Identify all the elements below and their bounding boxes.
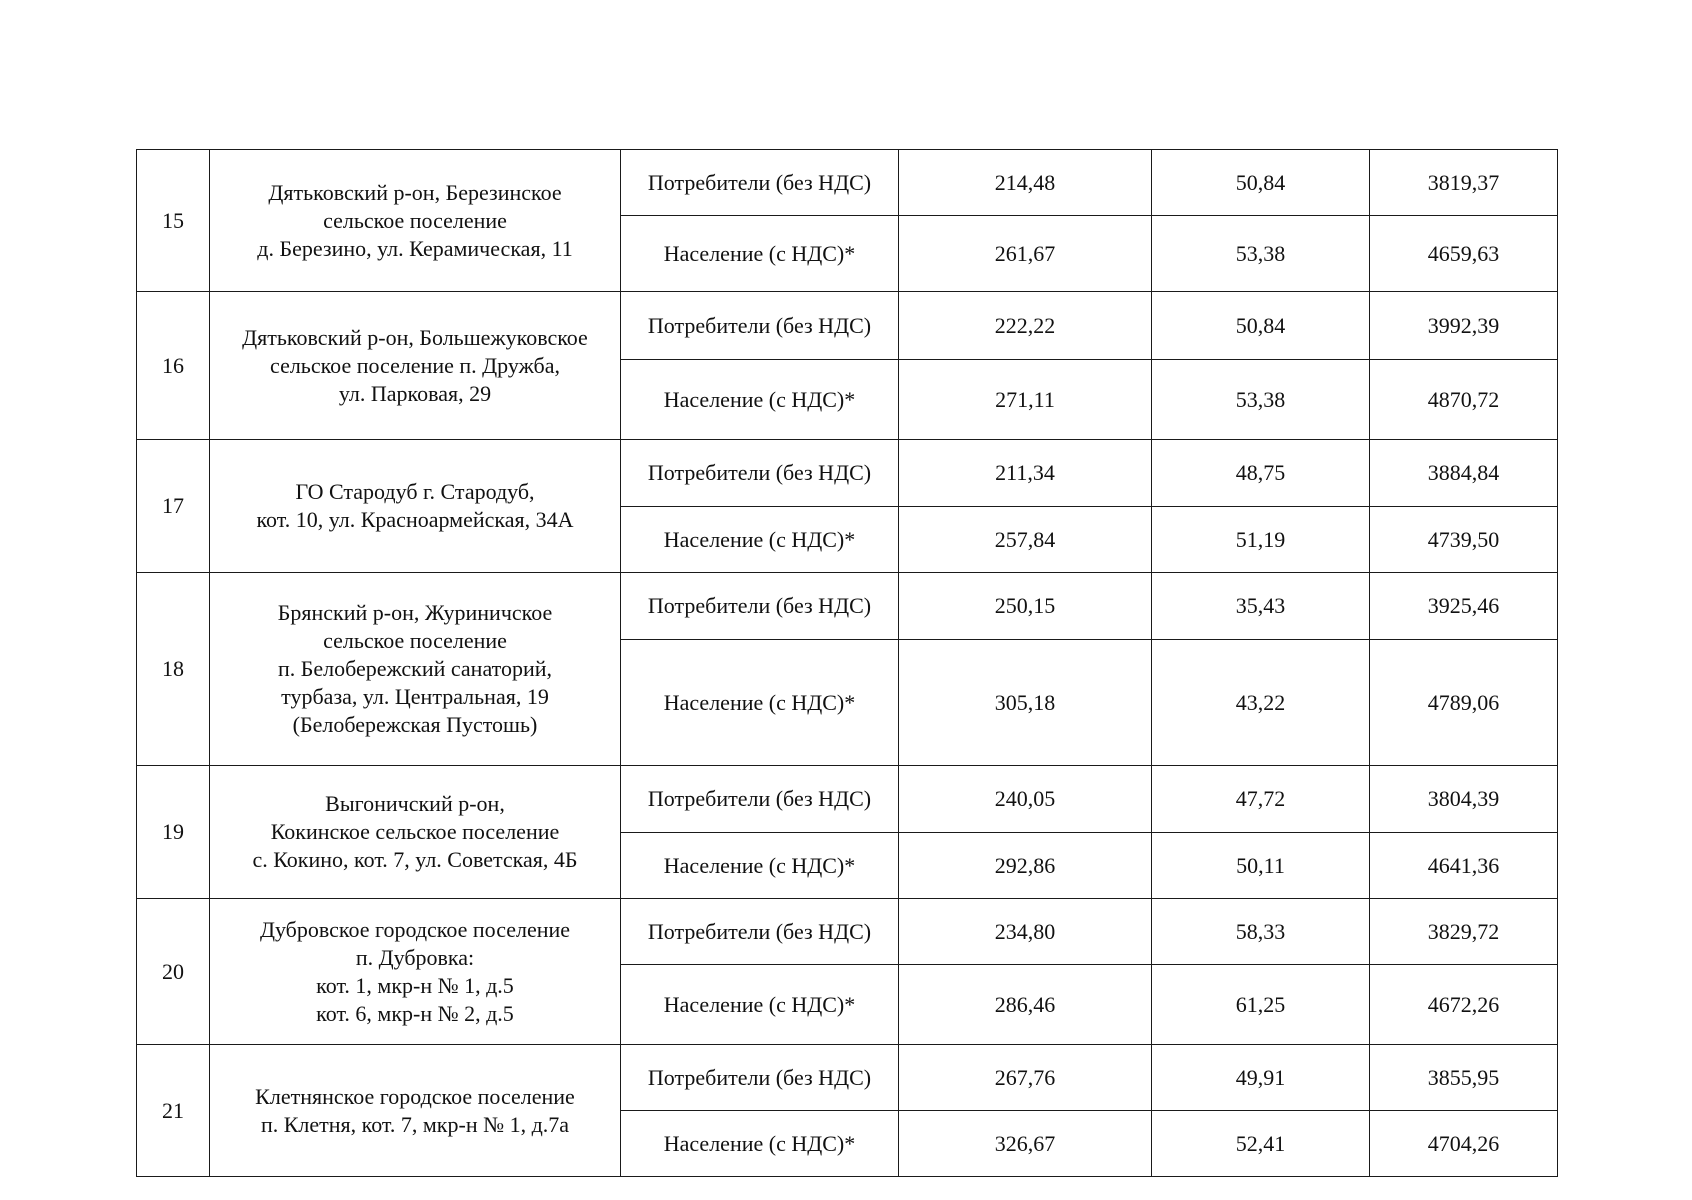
value-cell: 3804,39 bbox=[1370, 766, 1558, 833]
value-cell: 250,15 bbox=[899, 573, 1152, 640]
category-cell: Население (с НДС)* bbox=[621, 507, 899, 573]
value-cell: 286,46 bbox=[899, 965, 1152, 1045]
value-cell: 3992,39 bbox=[1370, 292, 1558, 360]
location-line: ул. Парковая, 29 bbox=[338, 380, 492, 406]
category-cell: Население (с НДС)* bbox=[621, 833, 899, 899]
value-cell: 48,75 bbox=[1152, 440, 1370, 507]
location-cell bbox=[210, 150, 621, 292]
location-line: кот. 6, мкр-н № 2, д.5 bbox=[316, 1000, 514, 1026]
location-cell bbox=[210, 573, 621, 766]
category-cell: Население (с НДС)* bbox=[621, 1111, 899, 1177]
row-number: 15 bbox=[137, 150, 210, 292]
category-cell: Потребители (без НДС) bbox=[621, 150, 899, 216]
location-line: сельское поселение п. Дружба, bbox=[270, 352, 560, 378]
location-line: п. Клетня, кот. 7, мкр-н № 1, д.7а bbox=[260, 1111, 570, 1137]
value-cell: 47,72 bbox=[1152, 766, 1370, 833]
tariff-table-body bbox=[137, 150, 1558, 1177]
location-line: Клетнянское городское поселение bbox=[255, 1083, 575, 1109]
location-cell bbox=[210, 1045, 621, 1177]
location-line: ГО Стародуб г. Стародуб, bbox=[295, 479, 535, 504]
location-line: Дятьковский р-он, Большежуковское bbox=[242, 324, 588, 350]
location-cell bbox=[210, 899, 621, 1045]
value-cell: 222,22 bbox=[899, 292, 1152, 360]
value-cell: 50,11 bbox=[1152, 833, 1370, 899]
table-row bbox=[137, 440, 1558, 507]
value-cell: 50,84 bbox=[1152, 150, 1370, 216]
value-cell: 3829,72 bbox=[1370, 899, 1558, 965]
category-cell: Население (с НДС)* bbox=[621, 360, 899, 440]
location-line: п. Дубровка: bbox=[355, 944, 475, 970]
value-cell: 49,91 bbox=[1152, 1045, 1370, 1111]
value-cell: 43,22 bbox=[1152, 640, 1370, 766]
row-number: 20 bbox=[137, 899, 210, 1045]
value-cell: 234,80 bbox=[899, 899, 1152, 965]
location-cell bbox=[210, 766, 621, 899]
value-cell: 271,11 bbox=[899, 360, 1152, 440]
category-cell: Население (с НДС)* bbox=[621, 965, 899, 1045]
category-cell: Потребители (без НДС) bbox=[621, 573, 899, 640]
table-row bbox=[137, 899, 1558, 965]
value-cell: 53,38 bbox=[1152, 360, 1370, 440]
location-line: турбаза, ул. Центральная, 19 bbox=[281, 684, 549, 709]
location-line: п. Белобережский санаторий, bbox=[277, 656, 553, 681]
value-cell: 4739,50 bbox=[1370, 507, 1558, 573]
location-line: сельское поселение bbox=[323, 207, 507, 233]
location-cell bbox=[210, 292, 621, 440]
row-number: 17 bbox=[137, 440, 210, 573]
value-cell: 4704,26 bbox=[1370, 1111, 1558, 1177]
location-line: с. Кокино, кот. 7, ул. Советская, 4Б bbox=[252, 847, 578, 872]
value-cell: 4789,06 bbox=[1370, 640, 1558, 766]
value-cell: 53,38 bbox=[1152, 216, 1370, 292]
value-cell: 211,34 bbox=[899, 440, 1152, 507]
category-cell: Потребители (без НДС) bbox=[621, 292, 899, 360]
value-cell: 3855,95 bbox=[1370, 1045, 1558, 1111]
row-number: 16 bbox=[137, 292, 210, 440]
value-cell: 58,33 bbox=[1152, 899, 1370, 965]
value-cell: 214,48 bbox=[899, 150, 1152, 216]
location-line: Брянский р-он, Журиничское bbox=[277, 600, 553, 625]
value-cell: 326,67 bbox=[899, 1111, 1152, 1177]
value-cell: 4672,26 bbox=[1370, 965, 1558, 1045]
category-cell: Население (с НДС)* bbox=[621, 640, 899, 766]
value-cell: 292,86 bbox=[899, 833, 1152, 899]
location-line: Кокинское сельское поселение bbox=[270, 819, 560, 844]
category-cell: Потребители (без НДС) bbox=[621, 440, 899, 507]
value-cell: 52,41 bbox=[1152, 1111, 1370, 1177]
table-row bbox=[137, 150, 1558, 216]
value-cell: 51,19 bbox=[1152, 507, 1370, 573]
value-cell: 4659,63 bbox=[1370, 216, 1558, 292]
location-cell bbox=[210, 440, 621, 573]
location-line: Выгоничский р-он, bbox=[325, 791, 505, 816]
value-cell: 35,43 bbox=[1152, 573, 1370, 640]
category-cell: Потребители (без НДС) bbox=[621, 1045, 899, 1111]
location-line: кот. 1, мкр-н № 1, д.5 bbox=[316, 972, 514, 998]
row-number: 18 bbox=[137, 573, 210, 766]
table-row bbox=[137, 292, 1558, 360]
category-cell: Потребители (без НДС) bbox=[621, 899, 899, 965]
category-cell: Население (с НДС)* bbox=[621, 216, 899, 292]
location-line: (Белобережская Пустошь) bbox=[292, 712, 538, 737]
location-line: сельское поселение bbox=[323, 628, 507, 653]
row-number: 19 bbox=[137, 766, 210, 899]
location-line: Дубровское городское поселение bbox=[259, 916, 571, 942]
value-cell: 305,18 bbox=[899, 640, 1152, 766]
location-line: Дятьковский р-он, Березинское bbox=[268, 179, 562, 205]
value-cell: 4641,36 bbox=[1370, 833, 1558, 899]
value-cell: 3819,37 bbox=[1370, 150, 1558, 216]
table-row bbox=[137, 766, 1558, 833]
value-cell: 50,84 bbox=[1152, 292, 1370, 360]
value-cell: 3884,84 bbox=[1370, 440, 1558, 507]
tariff-table bbox=[136, 149, 1558, 1177]
value-cell: 240,05 bbox=[899, 766, 1152, 833]
value-cell: 3925,46 bbox=[1370, 573, 1558, 640]
location-line: д. Березино, ул. Керамическая, 11 bbox=[257, 235, 573, 261]
value-cell: 4870,72 bbox=[1370, 360, 1558, 440]
value-cell: 261,67 bbox=[899, 216, 1152, 292]
category-cell: Потребители (без НДС) bbox=[621, 766, 899, 833]
value-cell: 257,84 bbox=[899, 507, 1152, 573]
value-cell: 267,76 bbox=[899, 1045, 1152, 1111]
row-number: 21 bbox=[137, 1045, 210, 1177]
value-cell: 61,25 bbox=[1152, 965, 1370, 1045]
table-row bbox=[137, 573, 1558, 640]
table-row bbox=[137, 1045, 1558, 1111]
location-line: кот. 10, ул. Красноармейская, 34А bbox=[256, 507, 574, 532]
